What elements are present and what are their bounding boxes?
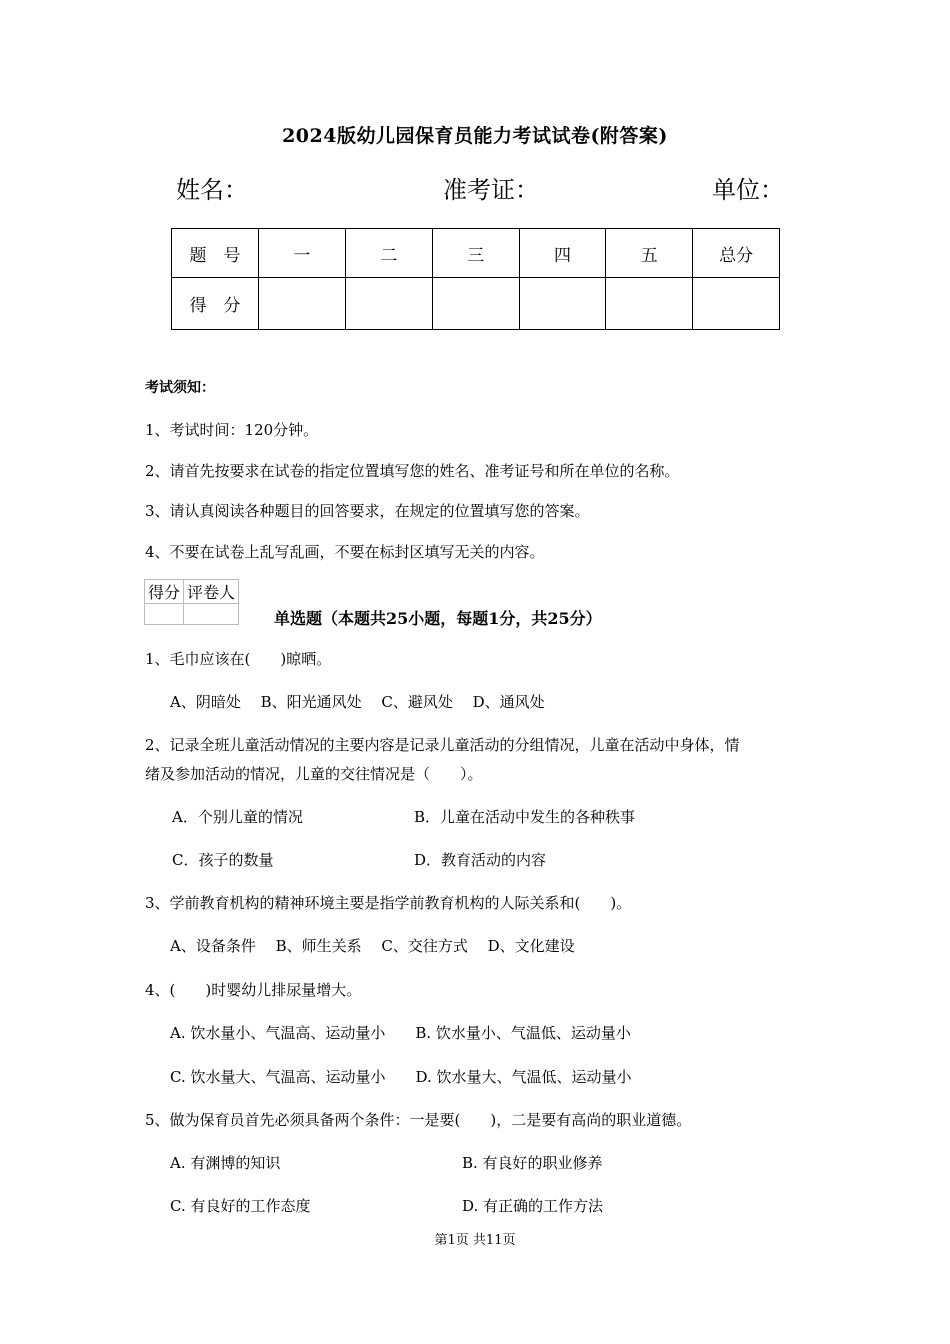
exam-number-field-label: 准考证： [443,176,539,204]
question-2-option-d: D．教育活动的内容 [414,851,547,869]
notice-item: 1、考试时间：120分钟。 [145,421,319,439]
question-2-stem-continued: 绪及参加活动的情况，儿童的交往情况是（ ）。 [145,765,483,783]
score-cell[interactable] [432,278,519,330]
question-4-options: A. 饮水量小、气温高、运动量小 B. 饮水量小、气温低、运动量小 [170,1024,631,1042]
question-5-option-a: A. 有渊博的知识 [170,1154,281,1172]
grader-name-cell[interactable] [184,604,239,625]
notice-item: 3、请认真阅读各种题目的回答要求，在规定的位置填写您的答案。 [145,502,590,520]
page-footer: 第1页 共11页 [434,1233,516,1248]
question-4-options: C. 饮水量大、气温高、运动量小 D. 饮水量大、气温低、运动量小 [170,1068,632,1086]
unit-field-label: 单位： [712,176,784,204]
score-cell[interactable] [259,278,346,330]
question-3-options: A、设备条件 B、师生关系 C、交往方式 D、文化建设 [170,937,575,955]
question-5-option-d: D. 有正确的工作方法 [462,1197,604,1215]
question-2-option-c: C．孩子的数量 [172,851,274,869]
grader-score-cell[interactable] [145,604,184,625]
score-table-header-cell: 三 [432,229,519,278]
notice-item: 4、不要在试卷上乱写乱画，不要在标封区填写无关的内容。 [145,543,545,561]
question-2-option-b: B．儿童在活动中发生的各种秩事 [414,808,636,826]
section-title: 单选题（本题共25小题，每题1分，共25分） [274,609,602,628]
score-table-header-cell: 二 [345,229,432,278]
page-title: 2024版幼儿园保育员能力考试试卷(附答案) [282,125,668,147]
score-table-header-cell: 总分 [693,229,780,278]
score-table-header-row [172,229,780,278]
score-cell[interactable] [693,278,780,330]
grader-box [144,579,239,625]
score-table [171,228,780,330]
name-field-label: 姓名： [176,176,248,204]
question-3-stem: 3、学前教育机构的精神环境主要是指学前教育机构的人际关系和( )。 [145,894,632,912]
question-1-options: A、阴暗处 B、阳光通风处 C、避风处 D、通风处 [170,693,545,711]
question-1-stem: 1、毛巾应该在( )晾晒。 [145,650,332,668]
notice-item: 2、请首先按要求在试卷的指定位置填写您的姓名、准考证号和所在单位的名称。 [145,462,680,480]
question-2-option-a: A．个别儿童的情况 [172,808,303,826]
grader-name-label: 评卷人 [184,580,239,604]
score-table-score-row [172,278,780,330]
grader-score-label: 得分 [145,580,184,604]
score-table-header-cell: 四 [519,229,606,278]
score-cell[interactable] [606,278,693,330]
question-4-stem: 4、( )时婴幼儿排尿量增大。 [145,981,362,999]
question-5-option-b: B. 有良好的职业修养 [462,1154,603,1172]
question-5-option-c: C. 有良好的工作态度 [170,1197,311,1215]
score-cell[interactable] [519,278,606,330]
score-table-header-cell: 五 [606,229,693,278]
question-2-stem: 2、记录全班儿童活动情况的主要内容是记录儿童活动的分组情况，儿童在活动中身体，情 [145,736,740,754]
notice-heading: 考试须知： [145,380,215,396]
score-table-header-cell: 题 号 [172,229,259,278]
score-cell[interactable] [345,278,432,330]
score-row-label: 得 分 [172,278,259,330]
question-5-stem: 5、做为保育员首先必须具备两个条件：一是要( )，二是要有高尚的职业道德。 [145,1111,692,1129]
score-table-header-cell: 一 [259,229,346,278]
